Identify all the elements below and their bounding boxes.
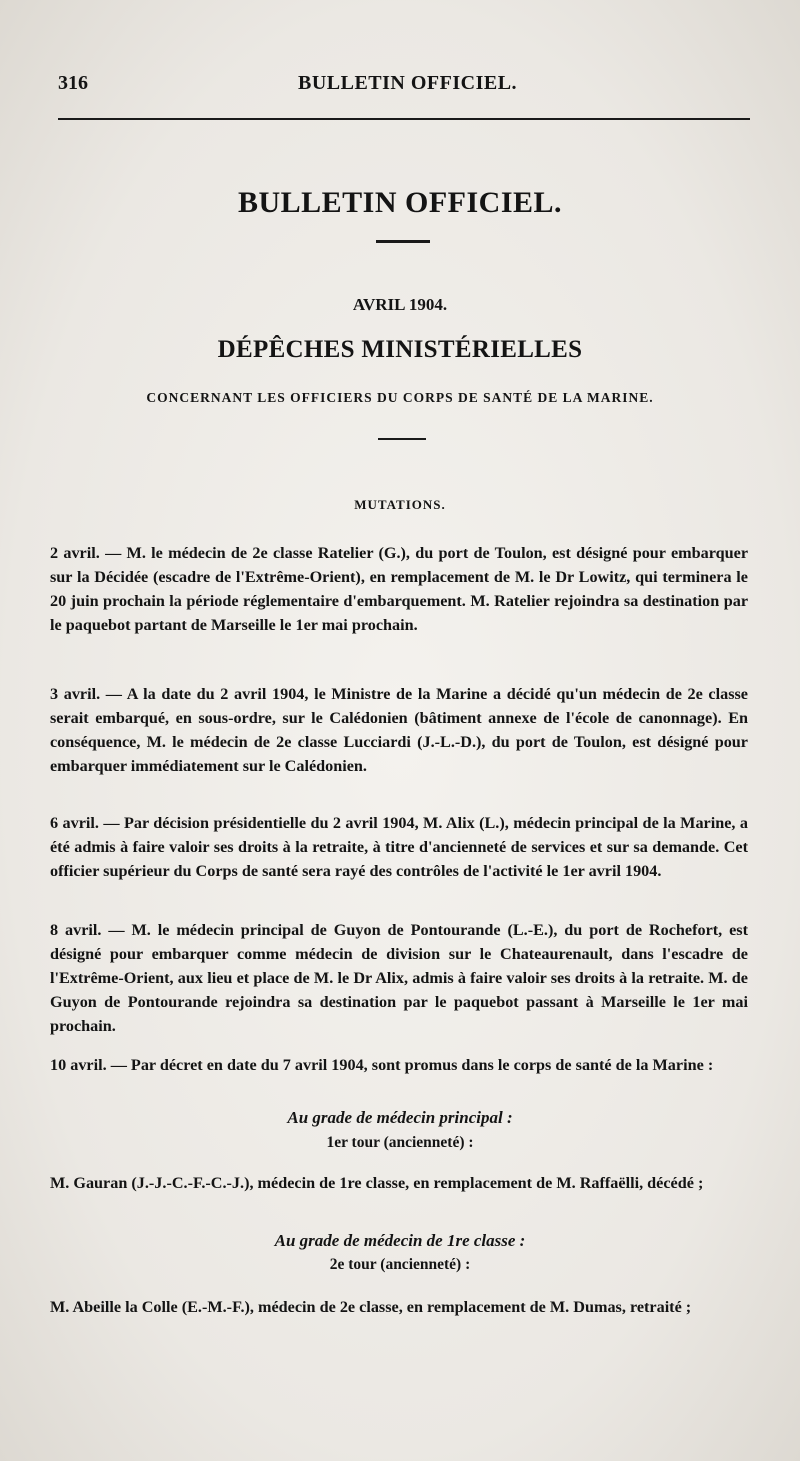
- paragraph-10-avril: 10 avril. — Par décret en date du 7 avril 1904, sont promus dans le corps de santé de la Marine :: [50, 1056, 714, 1074]
- paragraph-2-avril: 2 avril. — M. le médecin de 2e classe Ratelier (G.), du port de Toulon, est désigné pour embarquer sur la Décidée (escadre de l'Extrême-Orient), en remplacement de M. le Dr Lowitz, qui terminera le 20 juin prochain la période réglementaire d'embarquement. M. Ratelier rejoindra sa destination par le paquebot partant de Marseille le 1er mai prochain.: [50, 544, 748, 634]
- paragraph-8-avril: 8 avril. — M. le médecin principal de Guyon de Pontourande (L.-E.), du port de Rochefort, est désigné pour embarquer comme médecin de division sur le Chateaurenault, dans l'escadre de l'Extrême-Orient, aux lieu et place de M. le Dr Alix, admis à faire valoir ses droits à la retraite. M. de Guyon de Pontourande rejoindra sa destination par le paquebot passant à Marseille le 1er mai prochain.: [50, 921, 748, 1035]
- section-title: DÉPÊCHES MINISTÉRIELLES: [217, 336, 583, 363]
- promotion-entry-abeille: M. Abeille la Colle (E.-M.-F.), médecin de 2e classe, en remplacement de M. Dumas, retraité ;: [50, 1298, 692, 1316]
- running-header: [58, 72, 748, 98]
- section-rule: [378, 438, 426, 440]
- tour-heading-2: 2e tour (ancienneté) :: [329, 1256, 471, 1273]
- main-title: BULLETIN OFFICIEL.: [237, 186, 563, 219]
- paragraph-6-avril: 6 avril. — Par décision présidentielle du 2 avril 1904, M. Alix (L.), médecin principal de la Marine, a été admis à faire valoir ses droits à la retraite, à titre d'ancienneté de services et sur sa demande. Cet officier supérieur du Corps de santé sera rayé des contrôles de l'activité le 1er avril 1904.: [50, 814, 748, 880]
- month-heading: AVRIL 1904.: [352, 295, 448, 314]
- promotion-entry-gauran: M. Gauran (J.-J.-C.-F.-C.-J.), médecin de 1re classe, en remplacement de M. Raffaëlli, décédé ;: [50, 1174, 704, 1192]
- header-rule: [58, 118, 750, 120]
- tour-heading-1: 1er tour (ancienneté) :: [326, 1134, 474, 1151]
- mutations-heading: MUTATIONS.: [354, 497, 446, 512]
- grade-heading-medecin-principal: Au grade de médecin principal :: [287, 1108, 513, 1127]
- page-number: 316: [58, 72, 88, 94]
- paragraph-3-avril: 3 avril. — A la date du 2 avril 1904, le Ministre de la Marine a décidé qu'un médecin de 2e classe serait embarqué, en sous-ordre, sur le Calédonien (bâtiment annexe de l'école de canonnage). En conséquence, M. le médecin de 2e classe Lucciardi (J.-L.-D.), du port de Toulon, est désigné pour embarquer immédiatement sur le Calédonien.: [50, 685, 748, 775]
- header-title: BULLETIN OFFICIEL.: [298, 72, 518, 94]
- grade-heading-medecin-1re-classe: Au grade de médecin de 1re classe :: [274, 1231, 526, 1250]
- title-rule: [376, 240, 430, 243]
- subsection-title: CONCERNANT LES OFFICIERS DU CORPS DE SANTÉ DE LA MARINE.: [146, 390, 654, 405]
